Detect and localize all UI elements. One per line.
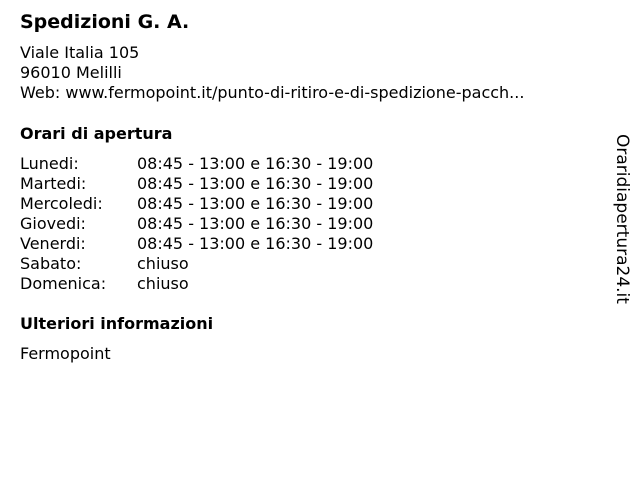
hours-row-wednesday	[20, 194, 440, 214]
address-street: Viale Italia 105	[20, 43, 140, 62]
business-name: Spedizioni G. A.	[20, 11, 190, 33]
time-value: chiuso	[137, 254, 189, 273]
brand-watermark	[612, 134, 632, 310]
day-label: Martedi:	[20, 174, 87, 193]
time-value: 08:45 - 13:00 e 16:30 - 19:00	[137, 154, 374, 173]
day-label: Venerdi:	[20, 234, 86, 253]
time-value: 08:45 - 13:00 e 16:30 - 19:00	[137, 214, 374, 233]
hours-row-thursday	[20, 214, 440, 234]
hours-row-tuesday	[20, 174, 440, 194]
hours-row-saturday	[20, 254, 440, 274]
day-label: Lunedi:	[20, 154, 79, 173]
additional-info-title: Ulteriori informazioni	[20, 314, 214, 333]
opening-hours-title: Orari di apertura	[20, 124, 173, 143]
time-value: 08:45 - 13:00 e 16:30 - 19:00	[137, 194, 374, 213]
time-value: 08:45 - 13:00 e 16:30 - 19:00	[137, 234, 374, 253]
day-label: Sabato:	[20, 254, 82, 273]
additional-info-text: Fermopoint	[20, 344, 111, 363]
business-address	[20, 43, 524, 103]
day-label: Giovedi:	[20, 214, 86, 233]
day-label: Domenica:	[20, 274, 107, 293]
time-value: chiuso	[137, 274, 189, 293]
time-value: 08:45 - 13:00 e 16:30 - 19:00	[137, 174, 374, 193]
brand-site-text: Oraridiapertura24.it	[612, 134, 632, 304]
hours-row-monday	[20, 154, 440, 174]
hours-row-sunday	[20, 274, 440, 294]
opening-hours-table	[20, 154, 440, 294]
hours-row-friday	[20, 234, 440, 254]
address-city: 96010 Melilli	[20, 63, 122, 82]
website-link[interactable]: Web: www.fermopoint.it/punto-di-ritiro-e-di-spedizione-pacch...	[20, 83, 525, 102]
day-label: Mercoledi:	[20, 194, 103, 213]
